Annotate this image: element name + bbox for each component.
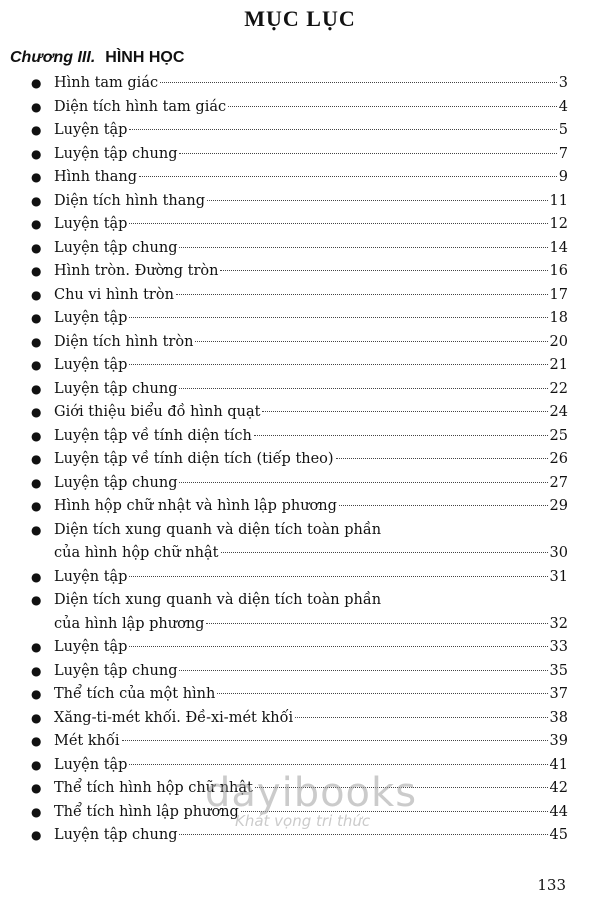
dot-leader [122,740,548,741]
toc-entry-row [54,777,568,801]
toc-entry-label: Luyện tập [54,310,128,326]
toc-entry-page: 30 [549,545,568,561]
toc-entry-row [54,824,568,848]
dot-leader [207,200,548,201]
toc-entry-page: 11 [549,192,568,209]
toc-entry-row [54,448,568,472]
toc-entry [0,260,600,284]
toc-entry-page: 21 [549,357,568,373]
toc-entry-label: Thể tích hình lập phương [54,803,239,820]
toc-entry [0,284,600,308]
bullet-icon: ● [31,217,42,231]
toc-entry-label: Luyện tập chung [54,474,178,491]
toc-entry-label: Luyện tập [54,568,128,585]
toc-entry-label: của hình lập phương [54,615,205,632]
toc-entry-row [54,213,568,237]
bullet-icon: ● [31,146,42,161]
bullet-icon: ● [31,334,42,349]
toc-entry-page: 3 [558,75,568,91]
toc-entry-page: 42 [549,780,568,796]
dot-leader [241,811,548,812]
dot-leader [228,106,557,107]
chapter-title: HÌNH HỌC [105,49,185,66]
toc-entry-page: 27 [549,474,568,491]
chapter-heading [10,49,184,67]
toc-entry [0,425,600,449]
page-number: 133 [537,876,566,894]
toc-entry [0,237,600,261]
toc-entry-row [54,660,568,684]
dot-leader [179,247,547,248]
toc-entry-row [54,636,568,660]
toc-entry [0,331,600,355]
toc-entry-page: 44 [549,803,568,820]
toc-entry [0,636,600,660]
table-of-contents [0,72,600,848]
toc-entry-row [54,542,568,566]
bullet-icon: ● [31,475,42,490]
toc-entry-row [54,707,568,731]
toc-entry-page: 7 [558,145,568,162]
toc-entry-label: Luyện tập [54,122,128,138]
toc-entry-row [54,495,568,519]
dot-leader [129,646,547,647]
dot-leader [179,482,547,483]
bullet-icon: ● [31,828,42,842]
toc-entry-row [54,730,568,754]
toc-entry-row [54,190,568,214]
dot-leader [206,623,547,624]
bullet-icon: ● [31,123,42,137]
bullet-icon: ● [31,381,42,396]
toc-entry-page: 26 [549,451,568,467]
toc-entry-page: 12 [549,216,568,232]
toc-entry-label: Luyện tập [54,216,128,232]
toc-entry [0,143,600,167]
toc-entry [0,683,600,707]
toc-entry-page: 37 [549,686,568,702]
toc-entry-label: Diện tích hình tròn [54,333,194,350]
dot-leader [129,129,556,130]
toc-entry-label: Luyện tập chung [54,239,178,256]
toc-entry-label: Luyện tập chung [54,145,178,162]
toc-entry-label: Xăng-ti-mét khối. Đề-xi-mét khối [54,709,294,726]
toc-entry-row [54,237,568,261]
toc-entry-label: Diện tích hình thang [54,192,206,209]
bullet-icon: ● [31,734,42,748]
toc-entry-row [54,331,568,355]
bullet-icon: ● [31,358,42,372]
dot-leader [336,458,548,459]
dot-leader [129,576,547,577]
bullet-icon: ● [31,710,42,725]
bullet-icon: ● [31,687,42,701]
dot-leader [129,223,547,224]
dot-leader [262,411,547,412]
chapter-number: Chương III. [10,49,96,66]
toc-entry-page: 24 [549,404,568,420]
toc-entry-page: 14 [549,239,568,256]
toc-entry-row [54,307,568,331]
toc-entry-label-line1: Diện tích xung quanh và diện tích toàn phần [54,592,382,608]
toc-entry-page: 39 [549,733,568,749]
toc-entry [0,495,600,519]
bullet-icon: ● [31,405,42,419]
watermark-brand: dayibooks [205,770,418,816]
bullet-icon: ● [31,428,42,443]
toc-entry [0,730,600,754]
toc-entry-row [54,166,568,190]
dot-leader [179,834,547,835]
watermark-slogan: Khát vọng tri thức [235,812,371,830]
dot-leader [129,317,547,318]
toc-entry-page: 5 [558,122,568,138]
toc-entry-row [54,613,568,637]
toc-entry-page: 29 [549,498,568,514]
toc-entry-page: 35 [549,662,568,679]
toc-entry [0,472,600,496]
toc-entry [0,777,600,801]
bullet-icon: ● [31,264,42,278]
dot-leader [139,176,557,177]
bullet-icon: ● [31,170,42,184]
toc-entry-page: 9 [558,169,568,185]
toc-entry-row [54,72,568,96]
toc-entry-label: Giới thiệu biểu đồ hình quạt [54,404,261,420]
toc-entry-label: Chu vi hình tròn [54,286,174,303]
dot-leader [129,364,547,365]
dot-leader [339,505,548,506]
toc-entry-label-line1: Diện tích xung quanh và diện tích toàn phần [54,521,382,538]
toc-entry-label: Luyện tập về tính diện tích (tiếp theo) [54,451,334,467]
toc-entry-page: 18 [549,310,568,326]
dot-leader [179,388,547,389]
dot-leader [220,270,547,271]
toc-entry-label: Thể tích hình hộp chữ nhật [54,780,253,796]
bullet-icon: ● [31,522,42,537]
toc-entry [0,448,600,472]
toc-entry-row [54,472,568,496]
toc-entry [0,660,600,684]
bullet-icon: ● [31,781,42,795]
toc-entry [0,96,600,120]
toc-entry-label: Luyện tập [54,357,128,373]
bullet-icon: ● [31,99,42,114]
toc-entry-label: của hình hộp chữ nhật [54,545,219,561]
toc-entry-page: 38 [549,709,568,726]
toc-entry [0,119,600,143]
toc-entry-label: Hình tam giác [54,75,159,91]
bullet-icon: ● [31,76,42,90]
toc-entry-row [54,683,568,707]
toc-entry-page: 41 [549,756,568,773]
dot-leader [254,435,548,436]
bullet-icon: ● [31,663,42,678]
toc-entry-label: Hình hộp chữ nhật và hình lập phương [54,498,337,514]
bullet-icon: ● [31,569,42,584]
toc-entry [0,72,600,96]
toc-entry-page: 17 [549,286,568,303]
toc-entry-row [54,284,568,308]
toc-entry-page: 45 [549,827,568,843]
dot-leader [217,693,547,694]
toc-entry-row [54,425,568,449]
toc-entry-label: Hình thang [54,169,137,185]
page-title: MỤC LỤC [244,6,356,31]
dot-leader [129,764,547,765]
toc-entry-page: 22 [549,380,568,397]
bullet-icon: ● [31,240,42,255]
toc-entry [0,707,600,731]
dot-leader [295,717,547,718]
toc-entry-row [54,378,568,402]
bullet-icon: ● [31,452,42,466]
bullet-icon: ● [31,757,42,772]
toc-entry-row [54,96,568,120]
toc-entry [0,824,600,848]
toc-entry [0,354,600,378]
toc-entry-label: Luyện tập chung [54,662,178,679]
bullet-icon: ● [31,593,42,607]
toc-entry-label: Thể tích của một hình [54,686,216,702]
toc-entry [0,166,600,190]
toc-entry [0,589,600,636]
toc-entry-label: Luyện tập về tính diện tích [54,427,252,444]
toc-entry-label: Hình tròn. Đường tròn [54,263,219,279]
toc-entry-page: 31 [549,568,568,585]
dot-leader [179,153,556,154]
toc-entry-label: Luyện tập [54,639,128,655]
dot-leader [221,552,548,553]
toc-entry-row [54,801,568,825]
toc-entry [0,307,600,331]
bullet-icon: ● [31,804,42,819]
toc-entry [0,378,600,402]
toc-entry-page: 25 [549,427,568,444]
toc-entry-page: 4 [558,98,568,115]
bullet-icon: ● [31,499,42,513]
dot-leader [179,670,547,671]
dot-leader [195,341,547,342]
toc-entry-page: 20 [549,333,568,350]
toc-entry-row [54,754,568,778]
dot-leader [176,294,548,295]
toc-entry [0,190,600,214]
toc-entry-page: 33 [549,639,568,655]
toc-entry-row [54,260,568,284]
toc-entry-label: Luyện tập [54,756,128,773]
dot-leader [255,787,548,788]
toc-entry [0,566,600,590]
toc-entry [0,213,600,237]
toc-entry-row [54,119,568,143]
toc-entry [0,754,600,778]
bullet-icon: ● [31,193,42,208]
bullet-icon: ● [31,311,42,325]
toc-entry [0,401,600,425]
toc-entry-row [54,566,568,590]
toc-entry [0,519,600,566]
toc-entry [0,801,600,825]
dot-leader [160,82,557,83]
toc-entry-label: Mét khối [54,733,120,749]
bullet-icon: ● [31,640,42,654]
toc-entry-row [54,354,568,378]
toc-entry-page: 32 [549,615,568,632]
toc-entry-row [54,401,568,425]
toc-entry-label: Diện tích hình tam giác [54,98,227,115]
toc-entry-page: 16 [549,263,568,279]
toc-entry-label: Luyện tập chung [54,827,178,843]
toc-entry-row [54,143,568,167]
bullet-icon: ● [31,287,42,302]
toc-entry-label: Luyện tập chung [54,380,178,397]
